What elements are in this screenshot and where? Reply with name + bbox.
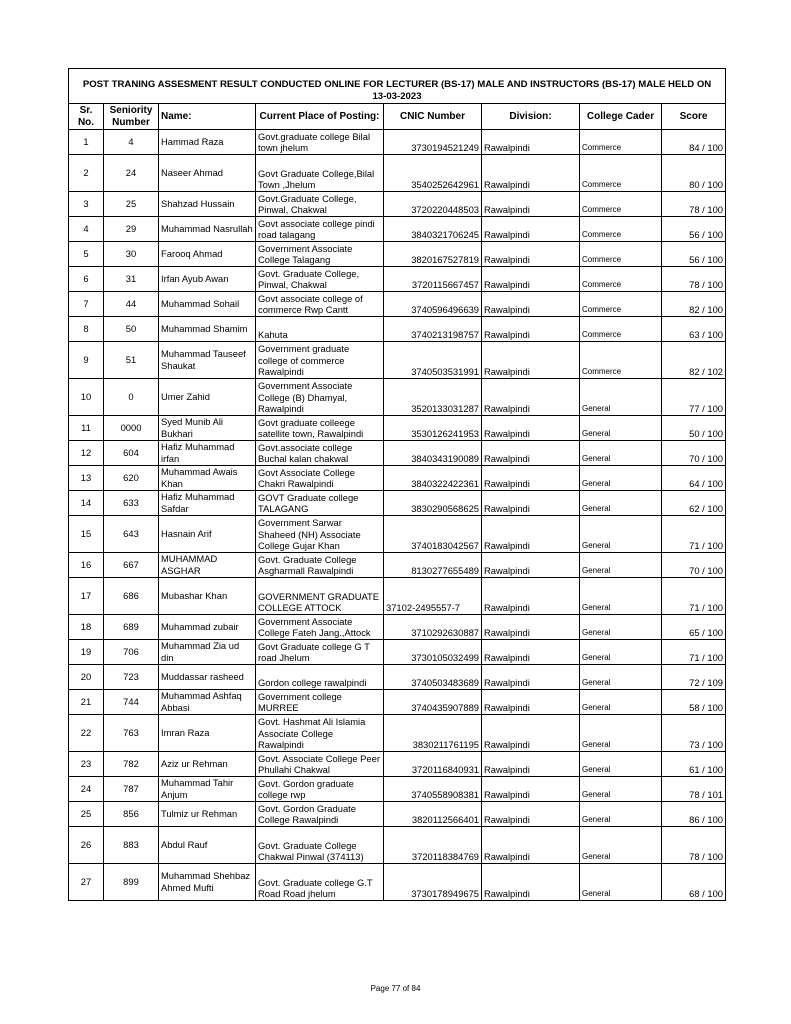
place-cell: Govt Associate College Chakri Rawalpindi bbox=[256, 466, 384, 491]
score-cell: 82 / 100 bbox=[662, 292, 726, 317]
table-row bbox=[69, 615, 726, 640]
cnic-cell: 3730194521249 bbox=[384, 130, 482, 155]
cnic-cell: 3740596496639 bbox=[384, 292, 482, 317]
cnic-cell: 3530126241953 bbox=[384, 416, 482, 441]
cnic-cell: 3720118384769 bbox=[384, 827, 482, 864]
name-cell: Syed Munib Ali Bukhari bbox=[159, 416, 256, 441]
sr-cell: 10 bbox=[69, 379, 104, 416]
table-row bbox=[69, 130, 726, 155]
division-cell: Rawalpindi bbox=[482, 441, 580, 466]
sr-cell: 21 bbox=[69, 690, 104, 715]
seniority-cell: 633 bbox=[104, 491, 159, 516]
score-cell: 71 / 100 bbox=[662, 516, 726, 553]
sr-cell: 6 bbox=[69, 267, 104, 292]
score-cell: 73 / 100 bbox=[662, 715, 726, 752]
table-row bbox=[69, 267, 726, 292]
cnic-cell: 8130277655489 bbox=[384, 553, 482, 578]
name-cell: Hammad Raza bbox=[159, 130, 256, 155]
score-cell: 82 / 102 bbox=[662, 342, 726, 379]
place-cell: Govt associate college of commerce Rwp Cantt bbox=[256, 292, 384, 317]
sr-cell: 16 bbox=[69, 553, 104, 578]
cnic-cell: 3820112566401 bbox=[384, 802, 482, 827]
seniority-cell: 787 bbox=[104, 777, 159, 802]
cader-cell: General bbox=[580, 441, 662, 466]
score-cell: 61 / 100 bbox=[662, 752, 726, 777]
score-cell: 50 / 100 bbox=[662, 416, 726, 441]
place-cell: Govt.associate college Buchal kalan chakwal bbox=[256, 441, 384, 466]
table-row bbox=[69, 752, 726, 777]
cnic-cell: 37102-2495557-7 bbox=[384, 578, 482, 615]
score-cell: 62 / 100 bbox=[662, 491, 726, 516]
division-cell: Rawalpindi bbox=[482, 342, 580, 379]
sr-cell: 24 bbox=[69, 777, 104, 802]
score-cell: 78 / 100 bbox=[662, 827, 726, 864]
cader-cell: Commerce bbox=[580, 317, 662, 342]
seniority-cell: 689 bbox=[104, 615, 159, 640]
score-cell: 56 / 100 bbox=[662, 242, 726, 267]
cader-cell: Commerce bbox=[580, 342, 662, 379]
name-cell: Farooq Ahmad bbox=[159, 242, 256, 267]
score-cell: 58 / 100 bbox=[662, 690, 726, 715]
name-cell: Muhammad Shamim bbox=[159, 317, 256, 342]
name-cell: Muhammad Nasrullah bbox=[159, 217, 256, 242]
sr-cell: 12 bbox=[69, 441, 104, 466]
name-cell: Irfan Ayub Awan bbox=[159, 267, 256, 292]
table-row bbox=[69, 379, 726, 416]
name-cell: Shahzad Hussain bbox=[159, 192, 256, 217]
sr-cell: 5 bbox=[69, 242, 104, 267]
sr-cell: 9 bbox=[69, 342, 104, 379]
cader-cell: Commerce bbox=[580, 155, 662, 192]
table-row bbox=[69, 491, 726, 516]
name-cell: Muhammad Tauseef Shaukat bbox=[159, 342, 256, 379]
cader-cell: General bbox=[580, 640, 662, 665]
place-cell: Gordon college rawalpindi bbox=[256, 665, 384, 690]
seniority-cell: 0 bbox=[104, 379, 159, 416]
cader-cell: General bbox=[580, 466, 662, 491]
seniority-cell: 4 bbox=[104, 130, 159, 155]
table-row bbox=[69, 715, 726, 752]
cader-cell: General bbox=[580, 578, 662, 615]
seniority-cell: 24 bbox=[104, 155, 159, 192]
header-sr: Sr. No. bbox=[69, 104, 104, 130]
division-cell: Rawalpindi bbox=[482, 155, 580, 192]
header-cnic: CNIC Number bbox=[384, 104, 482, 130]
place-cell: Govt. Gordon Graduate College Rawalpindi bbox=[256, 802, 384, 827]
name-cell: Hafiz Muhammad Safdar bbox=[159, 491, 256, 516]
place-cell: Government Sarwar Shaheed (NH) Associate College Gujar Khan bbox=[256, 516, 384, 553]
name-cell: Imran Raza bbox=[159, 715, 256, 752]
seniority-cell: 763 bbox=[104, 715, 159, 752]
sr-cell: 14 bbox=[69, 491, 104, 516]
cnic-cell: 3740558908381 bbox=[384, 777, 482, 802]
seniority-cell: 0000 bbox=[104, 416, 159, 441]
cnic-cell: 3830211761195 bbox=[384, 715, 482, 752]
name-cell: Muhammad Tahir Anjum bbox=[159, 777, 256, 802]
sr-cell: 19 bbox=[69, 640, 104, 665]
name-cell: Aziz ur Rehman bbox=[159, 752, 256, 777]
sr-cell: 17 bbox=[69, 578, 104, 615]
score-cell: 80 / 100 bbox=[662, 155, 726, 192]
table-body bbox=[69, 130, 726, 901]
place-cell: GOVT Graduate college TALAGANG bbox=[256, 491, 384, 516]
table-row bbox=[69, 242, 726, 267]
name-cell: Muhammad Shehbaz Ahmed Mufti bbox=[159, 864, 256, 901]
cader-cell: General bbox=[580, 665, 662, 690]
table-row bbox=[69, 777, 726, 802]
header-division: Division: bbox=[482, 104, 580, 130]
cader-cell: General bbox=[580, 802, 662, 827]
name-cell: Muhammad Zia ud din bbox=[159, 640, 256, 665]
division-cell: Rawalpindi bbox=[482, 416, 580, 441]
table-row bbox=[69, 827, 726, 864]
score-cell: 71 / 100 bbox=[662, 578, 726, 615]
place-cell: Govt. Graduate College Asgharmall Rawalpindi bbox=[256, 553, 384, 578]
cnic-cell: 3540252642961 bbox=[384, 155, 482, 192]
score-cell: 78 / 100 bbox=[662, 267, 726, 292]
seniority-cell: 604 bbox=[104, 441, 159, 466]
seniority-cell: 25 bbox=[104, 192, 159, 217]
name-cell: Hasnain Arif bbox=[159, 516, 256, 553]
cnic-cell: 3720220448503 bbox=[384, 192, 482, 217]
cader-cell: General bbox=[580, 553, 662, 578]
sr-cell: 15 bbox=[69, 516, 104, 553]
table-row bbox=[69, 217, 726, 242]
sr-cell: 1 bbox=[69, 130, 104, 155]
table-row bbox=[69, 416, 726, 441]
table-row bbox=[69, 342, 726, 379]
division-cell: Rawalpindi bbox=[482, 242, 580, 267]
cnic-cell: 3840321706245 bbox=[384, 217, 482, 242]
sr-cell: 7 bbox=[69, 292, 104, 317]
header-cader: College Cader bbox=[580, 104, 662, 130]
seniority-cell: 29 bbox=[104, 217, 159, 242]
sr-cell: 13 bbox=[69, 466, 104, 491]
table-row bbox=[69, 466, 726, 491]
division-cell: Rawalpindi bbox=[482, 317, 580, 342]
division-cell: Rawalpindi bbox=[482, 827, 580, 864]
table-row bbox=[69, 802, 726, 827]
page-footer: Page 77 of 84 bbox=[370, 984, 421, 993]
score-cell: 72 / 109 bbox=[662, 665, 726, 690]
score-cell: 64 / 100 bbox=[662, 466, 726, 491]
header-name: Name: bbox=[159, 104, 256, 130]
cader-cell: Commerce bbox=[580, 267, 662, 292]
cader-cell: General bbox=[580, 516, 662, 553]
score-cell: 84 / 100 bbox=[662, 130, 726, 155]
cnic-cell: 3840343190089 bbox=[384, 441, 482, 466]
place-cell: Govt. Graduate college G.T Road Road jhelum bbox=[256, 864, 384, 901]
score-cell: 86 / 100 bbox=[662, 802, 726, 827]
place-cell: Government college MURREE bbox=[256, 690, 384, 715]
cader-cell: Commerce bbox=[580, 130, 662, 155]
place-cell: Govt.Graduate College, Pinwal, Chakwal bbox=[256, 192, 384, 217]
division-cell: Rawalpindi bbox=[482, 267, 580, 292]
name-cell: Umer Zahid bbox=[159, 379, 256, 416]
seniority-cell: 31 bbox=[104, 267, 159, 292]
name-cell: Naseer Ahmad bbox=[159, 155, 256, 192]
division-cell: Rawalpindi bbox=[482, 516, 580, 553]
sr-cell: 2 bbox=[69, 155, 104, 192]
cader-cell: Commerce bbox=[580, 192, 662, 217]
place-cell: Kahuta bbox=[256, 317, 384, 342]
division-cell: Rawalpindi bbox=[482, 802, 580, 827]
division-cell: Rawalpindi bbox=[482, 640, 580, 665]
sr-cell: 20 bbox=[69, 665, 104, 690]
score-cell: 56 / 100 bbox=[662, 217, 726, 242]
seniority-cell: 706 bbox=[104, 640, 159, 665]
score-cell: 77 / 100 bbox=[662, 379, 726, 416]
seniority-cell: 782 bbox=[104, 752, 159, 777]
cader-cell: General bbox=[580, 416, 662, 441]
header-seniority: Seniority Number bbox=[104, 104, 159, 130]
cnic-cell: 3740503531991 bbox=[384, 342, 482, 379]
name-cell: Abdul Rauf bbox=[159, 827, 256, 864]
name-cell: Mubashar Khan bbox=[159, 578, 256, 615]
sr-cell: 25 bbox=[69, 802, 104, 827]
name-cell: MUHAMMAD ASGHAR bbox=[159, 553, 256, 578]
seniority-cell: 723 bbox=[104, 665, 159, 690]
place-cell: GOVERNMENT GRADUATE COLLEGE ATTOCK bbox=[256, 578, 384, 615]
place-cell: Govt. Graduate College Chakwal Pinwal (374113) bbox=[256, 827, 384, 864]
division-cell: Rawalpindi bbox=[482, 553, 580, 578]
table-row bbox=[69, 516, 726, 553]
table-row bbox=[69, 317, 726, 342]
cader-cell: General bbox=[580, 827, 662, 864]
division-cell: Rawalpindi bbox=[482, 217, 580, 242]
table-row bbox=[69, 441, 726, 466]
results-page bbox=[68, 68, 725, 901]
name-cell: Hafiz Muhammad irfan bbox=[159, 441, 256, 466]
cnic-cell: 3740183042567 bbox=[384, 516, 482, 553]
sr-cell: 18 bbox=[69, 615, 104, 640]
seniority-cell: 30 bbox=[104, 242, 159, 267]
seniority-cell: 856 bbox=[104, 802, 159, 827]
table-row bbox=[69, 640, 726, 665]
table-row bbox=[69, 578, 726, 615]
cader-cell: General bbox=[580, 615, 662, 640]
sr-cell: 23 bbox=[69, 752, 104, 777]
cnic-cell: 3740503483689 bbox=[384, 665, 482, 690]
seniority-cell: 50 bbox=[104, 317, 159, 342]
cader-cell: General bbox=[580, 379, 662, 416]
seniority-cell: 744 bbox=[104, 690, 159, 715]
cnic-cell: 3840322422361 bbox=[384, 466, 482, 491]
cnic-cell: 3730105032499 bbox=[384, 640, 482, 665]
table-row bbox=[69, 864, 726, 901]
place-cell: Govt Graduate college G T road Jhelum bbox=[256, 640, 384, 665]
seniority-cell: 899 bbox=[104, 864, 159, 901]
name-cell: Tulmiz ur Rehman bbox=[159, 802, 256, 827]
sr-cell: 11 bbox=[69, 416, 104, 441]
cader-cell: Commerce bbox=[580, 242, 662, 267]
place-cell: Govt graduate colleege satellite town, Rawalpindi bbox=[256, 416, 384, 441]
cnic-cell: 3720116840931 bbox=[384, 752, 482, 777]
place-cell: Govt Graduate College,Bilal Town ,Jhelum bbox=[256, 155, 384, 192]
table-row bbox=[69, 155, 726, 192]
sr-cell: 26 bbox=[69, 827, 104, 864]
division-cell: Rawalpindi bbox=[482, 491, 580, 516]
sr-cell: 3 bbox=[69, 192, 104, 217]
name-cell: Muhammad zubair bbox=[159, 615, 256, 640]
division-cell: Rawalpindi bbox=[482, 777, 580, 802]
cader-cell: Commerce bbox=[580, 292, 662, 317]
seniority-cell: 686 bbox=[104, 578, 159, 615]
score-cell: 71 / 100 bbox=[662, 640, 726, 665]
division-cell: Rawalpindi bbox=[482, 578, 580, 615]
table-row bbox=[69, 690, 726, 715]
division-cell: Rawalpindi bbox=[482, 192, 580, 217]
division-cell: Rawalpindi bbox=[482, 379, 580, 416]
name-cell: Muddassar rasheed bbox=[159, 665, 256, 690]
division-cell: Rawalpindi bbox=[482, 130, 580, 155]
cader-cell: General bbox=[580, 777, 662, 802]
division-cell: Rawalpindi bbox=[482, 752, 580, 777]
cnic-cell: 3720115667457 bbox=[384, 267, 482, 292]
place-cell: Govt. Hashmat Ali Islamia Associate College Rawalpindi bbox=[256, 715, 384, 752]
cader-cell: General bbox=[580, 491, 662, 516]
place-cell: Govt. Gordon graduate college rwp bbox=[256, 777, 384, 802]
table-title: POST TRANING ASSESMENT RESULT CONDUCTED ONLINE FOR LECTURER (BS-17) MALE AND INSTRUCTORS (BS-17) MALE HELD ON 13-03-2023 bbox=[69, 69, 726, 104]
score-cell: 65 / 100 bbox=[662, 615, 726, 640]
seniority-cell: 883 bbox=[104, 827, 159, 864]
division-cell: Rawalpindi bbox=[482, 690, 580, 715]
header-score: Score bbox=[662, 104, 726, 130]
cnic-cell: 3730178949675 bbox=[384, 864, 482, 901]
score-cell: 78 / 100 bbox=[662, 192, 726, 217]
score-cell: 70 / 100 bbox=[662, 553, 726, 578]
table-row bbox=[69, 192, 726, 217]
cnic-cell: 3520133031287 bbox=[384, 379, 482, 416]
cader-cell: Commerce bbox=[580, 217, 662, 242]
division-cell: Rawalpindi bbox=[482, 615, 580, 640]
seniority-cell: 620 bbox=[104, 466, 159, 491]
cader-cell: General bbox=[580, 690, 662, 715]
seniority-cell: 667 bbox=[104, 553, 159, 578]
place-cell: Government Associate College (B) Dhamyal, Rawalpindi bbox=[256, 379, 384, 416]
place-cell: Government Associate College Fateh Jang.,Attock bbox=[256, 615, 384, 640]
division-cell: Rawalpindi bbox=[482, 665, 580, 690]
place-cell: Government graduate college of commerce Rawalpindi bbox=[256, 342, 384, 379]
table-row bbox=[69, 553, 726, 578]
table-row bbox=[69, 665, 726, 690]
name-cell: Muhammad Ashfaq Abbasi bbox=[159, 690, 256, 715]
place-cell: Govt.graduate college Bilal town jhelum bbox=[256, 130, 384, 155]
cnic-cell: 3820167527819 bbox=[384, 242, 482, 267]
name-cell: Muhammad Awais Khan bbox=[159, 466, 256, 491]
seniority-cell: 643 bbox=[104, 516, 159, 553]
seniority-cell: 44 bbox=[104, 292, 159, 317]
division-cell: Rawalpindi bbox=[482, 864, 580, 901]
score-cell: 63 / 100 bbox=[662, 317, 726, 342]
cnic-cell: 3740213198757 bbox=[384, 317, 482, 342]
sr-cell: 22 bbox=[69, 715, 104, 752]
table-row bbox=[69, 292, 726, 317]
cader-cell: General bbox=[580, 864, 662, 901]
division-cell: Rawalpindi bbox=[482, 466, 580, 491]
cnic-cell: 3710292630887 bbox=[384, 615, 482, 640]
division-cell: Rawalpindi bbox=[482, 292, 580, 317]
sr-cell: 8 bbox=[69, 317, 104, 342]
score-cell: 70 / 100 bbox=[662, 441, 726, 466]
place-cell: Government Associate College Talagang bbox=[256, 242, 384, 267]
results-table bbox=[68, 68, 726, 901]
cader-cell: General bbox=[580, 715, 662, 752]
place-cell: Govt. Associate College Peer Phullahi Chakwal bbox=[256, 752, 384, 777]
name-cell: Muhammad Sohail bbox=[159, 292, 256, 317]
division-cell: Rawalpindi bbox=[482, 715, 580, 752]
score-cell: 68 / 100 bbox=[662, 864, 726, 901]
cnic-cell: 3740435907889 bbox=[384, 690, 482, 715]
place-cell: Govt associate college pindi road talagang bbox=[256, 217, 384, 242]
score-cell: 78 / 101 bbox=[662, 777, 726, 802]
sr-cell: 27 bbox=[69, 864, 104, 901]
cader-cell: General bbox=[580, 752, 662, 777]
sr-cell: 4 bbox=[69, 217, 104, 242]
seniority-cell: 51 bbox=[104, 342, 159, 379]
cnic-cell: 3830290568625 bbox=[384, 491, 482, 516]
header-place: Current Place of Posting: bbox=[256, 104, 384, 130]
place-cell: Govt. Graduate College, Pinwal, Chakwal bbox=[256, 267, 384, 292]
